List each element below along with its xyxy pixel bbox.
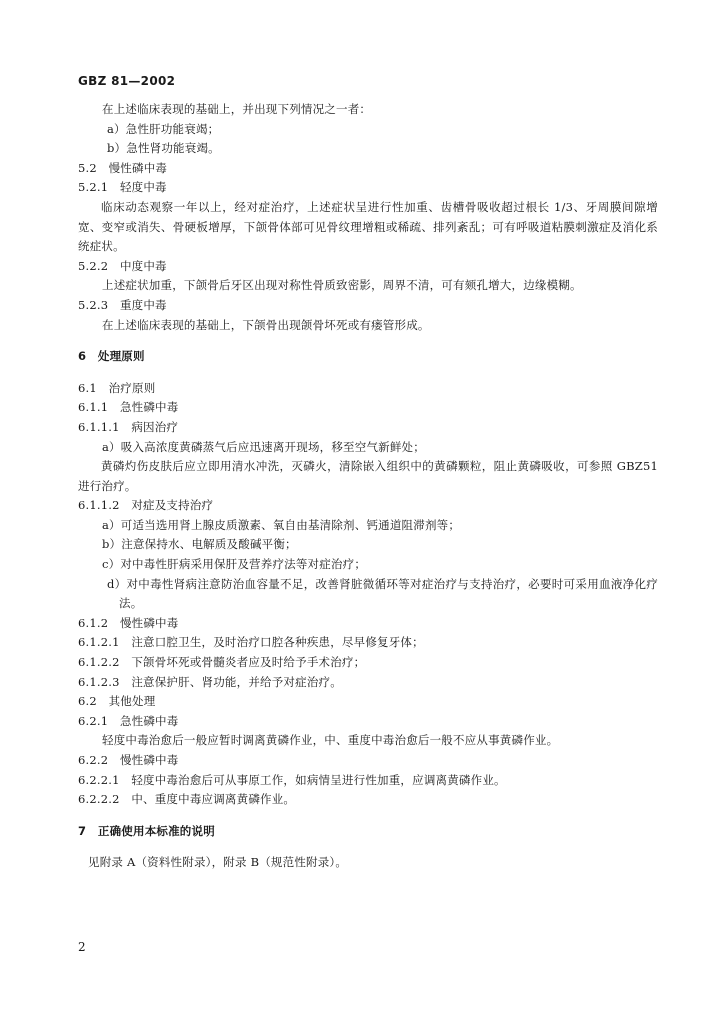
section-heading: 6.1.1.2 对症及支持治疗 [78,498,214,513]
list-item: a）吸入高浓度黄磷蒸气后应迅速离开现场，移至空气新鲜处； [102,439,425,454]
section-heading: 5.2.2 中度中毒 [78,258,167,273]
list-item: c）对中毒性肝病采用保肝及营养疗法等对症治疗； [102,557,367,572]
paragraph: 在上述临床表现的基础上，并出现下列情况之一者： [102,102,372,116]
page-number: 2 [78,940,86,954]
list-item: 6.1.2.2 下颌骨坏死或骨髓炎者应及时给予手术治疗； [78,655,366,670]
list-item: 6.1.2.3 注意保护肝、肾功能，并给予对症治疗。 [78,674,342,689]
paragraph: 见附录 A（资料性附录），附录 B（规范性附录）。 [88,855,348,870]
paragraph: 上述症状加重，下颌骨后牙区出现对称性骨质致密影，周界不清，可有颏孔增大，边缘模糊。 [102,278,582,293]
paragraph: 轻度中毒治愈后一般应暂时调离黄磷作业，中、重度中毒治愈后一般不应从事黄磷作业。 [102,733,559,748]
chapter-heading: 6 处理原则 [78,349,145,364]
list-item: b）急性肾功能衰竭。 [107,141,220,156]
section-heading: 6.2.1 急性磷中毒 [78,713,179,728]
list-item: a）急性肝功能衰竭； [107,121,220,136]
paragraph: 黄磷灼伤皮肤后应立即用清水冲洗，灭磷火，清除嵌入组织中的黄磷颗粒，阻止黄磷吸收，可参照 GBZ51 进行治疗。 [78,459,658,493]
section-heading: 6.2.2 慢性磷中毒 [78,753,179,767]
section-heading: 6.1.2 慢性磷中毒 [78,615,179,630]
document-body [78,100,658,873]
list-item: 6.2.2.1 轻度中毒治愈后可从事原工作，如病情呈进行性加重，应调离黄磷作业。 [78,772,506,787]
list-item: 6.1.2.1 注意口腔卫生，及时治疗口腔各种疾患，尽早修复牙体； [78,635,424,650]
paragraph: 临床动态观察一年以上，经对症治疗，上述症状呈进行性加重、齿槽骨吸收超过根长 1/3、牙周膜间隙增宽、变窄或消失、骨硬板增厚，下颌骨体部可见骨纹理增粗或稀疏、排列紊乱；可有呼吸道粘膜刺激症及消化系统症状。 [78,199,658,254]
section-heading: 6.2 其他处理 [78,694,156,709]
list-item: b）注意保持水、电解质及酸碱平衡； [102,537,297,552]
list-item: d）对中毒性肾病注意防治血容量不足，改善肾脏微循环等对症治疗与支持治疗，必要时可采用血液净化疗法。 [107,576,658,611]
section-heading: 6.1 治疗原则 [78,380,156,395]
paragraph: 在上述临床表现的基础上，下颌骨出现颌骨坏死或有瘘管形成。 [102,317,430,332]
section-heading: 5.2 慢性磷中毒 [78,160,168,175]
standard-code: GBZ 81—2002 [78,74,176,88]
list-item: a）可适当选用肾上腺皮质激素、氧自由基清除剂、钙通道阻滞剂等； [102,517,461,532]
section-heading: 5.2.1 轻度中毒 [78,180,167,195]
chapter-heading: 7 正确使用本标准的说明 [78,823,215,838]
list-item: 6.2.2.2 中、重度中毒应调离黄磷作业。 [78,792,296,807]
section-heading: 5.2.3 重度中毒 [78,297,167,312]
section-heading: 6.1.1 急性磷中毒 [78,400,179,415]
section-heading: 6.1.1.1 病因治疗 [78,419,179,434]
